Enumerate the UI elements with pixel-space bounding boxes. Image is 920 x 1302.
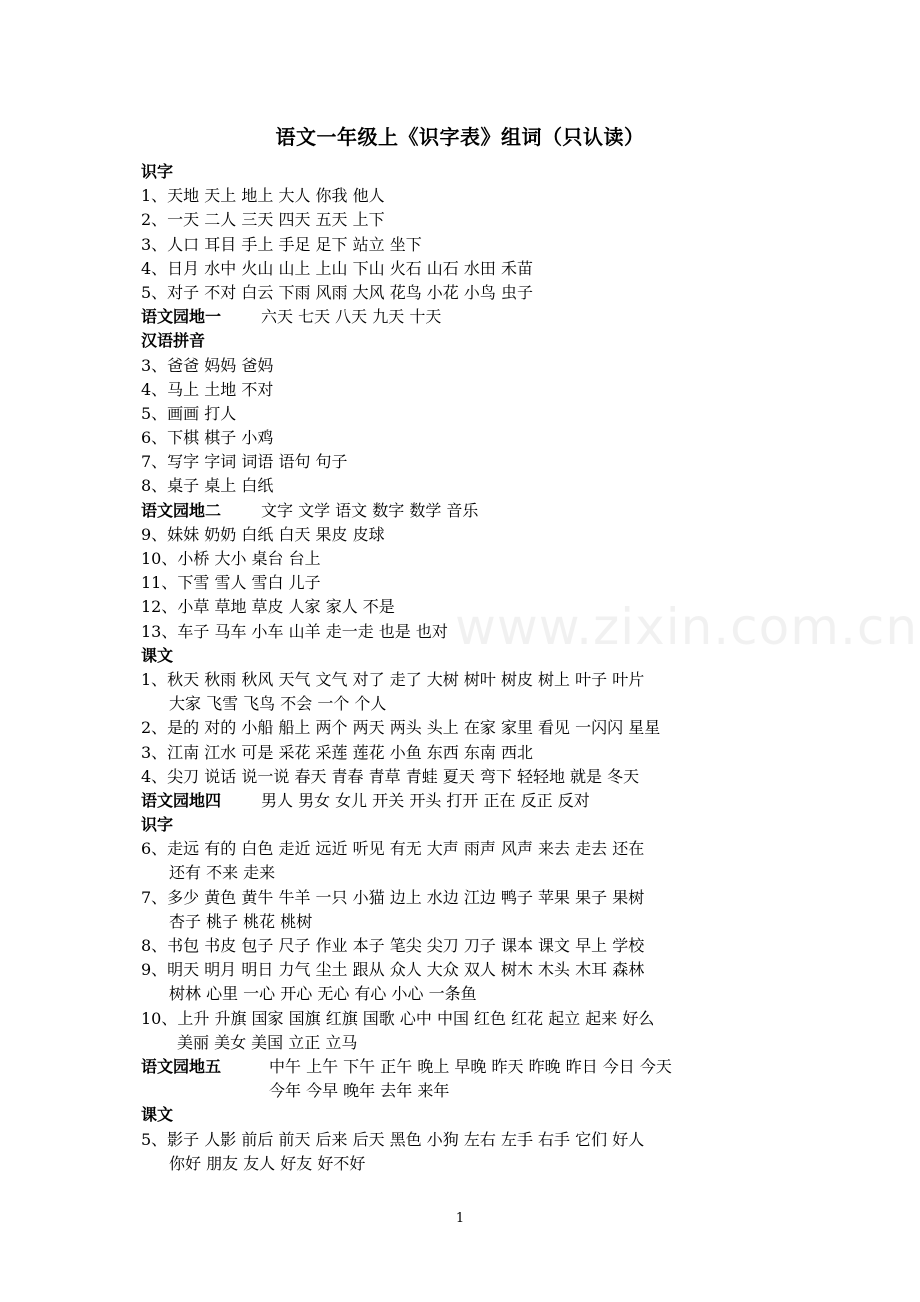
word-line: 8、书包 书皮 包子 尺子 作业 本子 笔尖 尖刀 刀子 课本 课文 早上 学校 bbox=[141, 936, 645, 955]
word-line: 4、日月 水中 火山 山上 上山 下山 火石 山石 水田 禾苗 bbox=[141, 258, 533, 278]
word-line: 4、马上 土地 不对 bbox=[141, 379, 274, 399]
word-group: 六天 七天 八天 九天 十天 bbox=[261, 307, 442, 327]
word-line: 3、人口 耳目 手上 手足 足下 站立 坐下 bbox=[141, 234, 422, 254]
word-line: 6、下棋 棋子 小鸡 bbox=[141, 428, 274, 448]
page-title: 语文一年级上《识字表》组词（只认读） bbox=[275, 125, 645, 149]
yuwen-yuandi-2-line bbox=[141, 499, 841, 523]
yuwen-yuandi-4-line bbox=[141, 789, 841, 813]
word-line: 5、画画 打人 bbox=[141, 403, 237, 423]
word-line: 3、江南 江水 可是 采花 采莲 莲花 小鱼 东西 东南 西北 bbox=[141, 742, 533, 762]
section-label-yuwen-yuandi-5: 语文园地五 bbox=[141, 1056, 222, 1076]
word-line-continued: 杏子 桃子 桃花 桃树 bbox=[169, 911, 313, 931]
word-line-continued: 树林 心里 一心 开心 无心 有心 小心 一条鱼 bbox=[169, 984, 477, 1004]
word-line: 3、爸爸 妈妈 爸妈 bbox=[141, 355, 274, 375]
word-line-continued: 还有 不来 走来 bbox=[169, 863, 276, 883]
word-group: 中午 上午 下午 正午 晚上 早晚 昨天 昨晚 昨日 今日 今天 bbox=[269, 1056, 672, 1076]
word-line: 9、妹妹 奶奶 白纸 白天 果皮 皮球 bbox=[141, 524, 385, 544]
yuwen-yuandi-1-line bbox=[141, 305, 841, 329]
word-line: 5、对子 不对 白云 下雨 风雨 大风 花鸟 小花 小鸟 虫子 bbox=[141, 282, 533, 302]
word-line: 11、下雪 雪人 雪白 儿子 bbox=[141, 573, 321, 593]
word-group: 文字 文学 语文 数字 数学 音乐 bbox=[261, 500, 479, 520]
word-line-continued: 大家 飞雪 飞鸟 不会 一个 个人 bbox=[169, 694, 387, 714]
word-line: 12、小草 草地 草皮 人家 家人 不是 bbox=[141, 597, 395, 617]
word-group: 今年 今早 晚年 去年 来年 bbox=[269, 1081, 450, 1101]
word-line: 9、明天 明月 明日 力气 尘土 跟从 众人 大众 双人 树木 木头 木耳 森林 bbox=[141, 960, 645, 980]
section-label-yuwen-yuandi-4: 语文园地四 bbox=[141, 790, 222, 810]
word-line: 2、是的 对的 小船 船上 两个 两天 两头 头上 在家 家里 看见 一闪闪 星星 bbox=[141, 718, 661, 738]
section-heading-shizi: 识字 bbox=[141, 815, 174, 835]
section-heading-shizi: 识字 bbox=[141, 162, 174, 181]
word-line: 2、一天 二人 三天 四天 五天 上下 bbox=[141, 210, 385, 230]
word-line-continued: 你好 朋友 友人 好友 好不好 bbox=[169, 1153, 366, 1173]
word-line: 7、写字 字词 词语 语句 句子 bbox=[141, 452, 348, 472]
word-line: 8、桌子 桌上 白纸 bbox=[141, 476, 274, 496]
yuwen-yuandi-5-line bbox=[141, 1055, 841, 1079]
section-label-yuwen-yuandi-1: 语文园地一 bbox=[141, 307, 222, 327]
page-number: 1 bbox=[455, 1211, 465, 1226]
watermark: www.zixin.com.cn bbox=[455, 598, 919, 656]
word-line: 10、上升 升旗 国家 国旗 红旗 国歌 心中 中国 红色 红花 起立 起来 好么 bbox=[141, 1008, 655, 1028]
section-heading-hanyu-pinyin: 汉语拼音 bbox=[141, 331, 206, 351]
word-line: 1、天地 天上 地上 大人 你我 他人 bbox=[141, 186, 385, 206]
word-line: 5、影子 人影 前后 前天 后来 后天 黑色 小狗 左右 左手 右手 它们 好人 bbox=[141, 1129, 645, 1149]
word-line-continued: 美丽 美女 美国 立正 立马 bbox=[177, 1032, 358, 1052]
word-line: 1、秋天 秋雨 秋风 天气 文气 对了 走了 大树 树叶 树皮 树上 叶子 叶片 bbox=[141, 669, 645, 689]
word-list bbox=[141, 160, 841, 1176]
word-line: 4、尖刀 说话 说一说 春天 青春 青草 青蛙 夏天 弯下 轻轻地 就是 冬天 bbox=[141, 766, 640, 786]
yuwen-yuandi-5-continued bbox=[141, 1079, 841, 1103]
word-group: 男人 男女 女儿 开关 开头 打开 正在 反正 反对 bbox=[261, 790, 590, 810]
word-line: 7、多少 黄色 黄牛 牛羊 一只 小猫 边上 水边 江边 鸭子 苹果 果子 果树 bbox=[141, 887, 645, 907]
word-line: 10、小桥 大小 桌台 台上 bbox=[141, 549, 321, 568]
section-heading-kewen: 课文 bbox=[141, 1105, 174, 1125]
section-label-yuwen-yuandi-2: 语文园地二 bbox=[141, 500, 222, 520]
section-heading-kewen: 课文 bbox=[141, 645, 174, 665]
word-line: 13、车子 马车 小车 山羊 走一走 也是 也对 bbox=[141, 621, 448, 641]
word-line: 6、走远 有的 白色 走近 远近 听见 有无 大声 雨声 风声 来去 走去 还在 bbox=[141, 839, 645, 859]
